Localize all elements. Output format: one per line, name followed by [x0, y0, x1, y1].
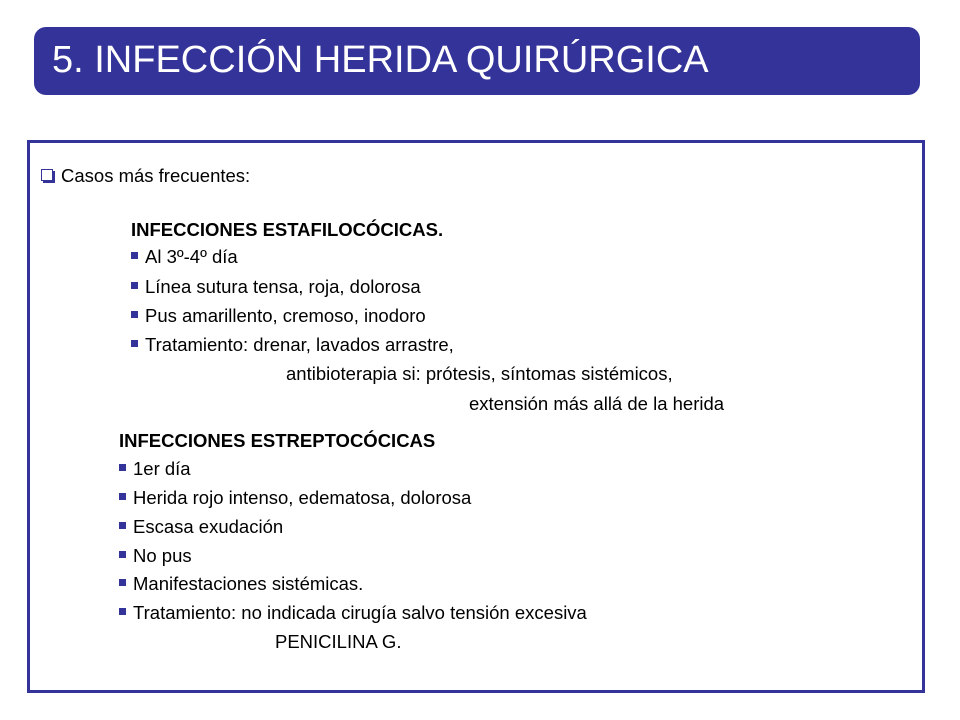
- continuation-line: extensión más allá de la herida: [469, 393, 725, 414]
- square-bullet-icon: [131, 282, 138, 289]
- list-item: Línea sutura tensa, roja, dolorosa: [131, 276, 421, 298]
- list-item: No pus: [119, 545, 192, 567]
- section2-heading: INFECCIONES ESTREPTOCÓCICAS: [119, 430, 436, 451]
- square-bullet-icon: [119, 551, 126, 558]
- square-bullet-icon: [119, 579, 126, 586]
- list-item: Manifestaciones sistémicas.: [119, 573, 363, 595]
- list-item: Al 3º-4º día: [131, 246, 238, 268]
- square-bullet-icon: [119, 522, 126, 529]
- square-bullet-icon: [131, 311, 138, 318]
- list-item: 1er día: [119, 458, 191, 480]
- list-item: Pus amarillento, cremoso, inodoro: [131, 305, 426, 327]
- intro-text: Casos más frecuentes:: [61, 165, 251, 186]
- list-item: Tratamiento: no indicada cirugía salvo tensión excesiva: [119, 602, 587, 624]
- continuation-line: PENICILINA G.: [275, 631, 402, 652]
- square-bullet-icon: [131, 340, 138, 347]
- continuation-line: antibioterapia si: prótesis, síntomas sistémicos,: [286, 363, 673, 384]
- slide-title: 5. INFECCIÓN HERIDA QUIRÚRGICA: [52, 39, 709, 81]
- square-bullet-icon: [119, 608, 126, 615]
- square-bullet-icon: [119, 464, 126, 471]
- intro-line: [41, 165, 250, 187]
- square-bullet-icon: [131, 252, 138, 259]
- title-bar: [34, 27, 920, 95]
- section1-heading: INFECCIONES ESTAFILOCÓCICAS.: [131, 219, 444, 240]
- list-item: Escasa exudación: [119, 516, 283, 538]
- checkbox-bullet-icon: [41, 169, 53, 181]
- list-item: Herida rojo intenso, edematosa, dolorosa: [119, 487, 471, 509]
- list-item: Tratamiento: drenar, lavados arrastre,: [131, 334, 454, 356]
- square-bullet-icon: [119, 493, 126, 500]
